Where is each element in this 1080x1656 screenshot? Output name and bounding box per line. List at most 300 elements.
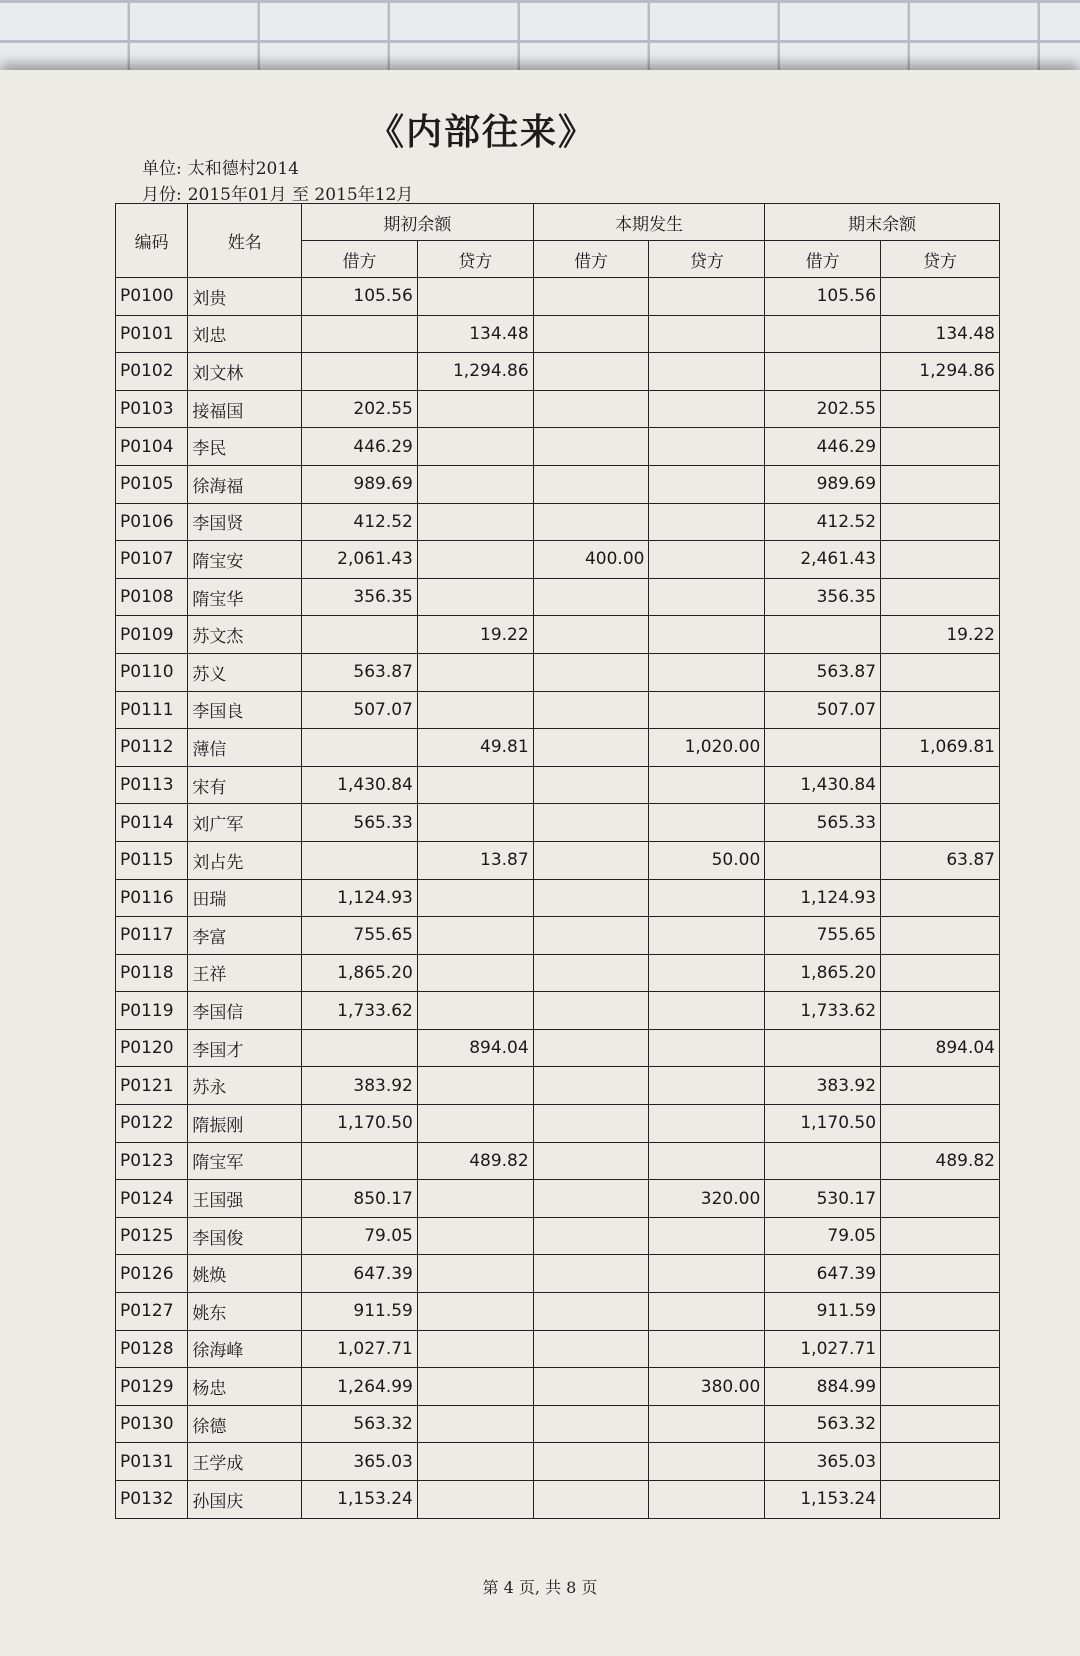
table-row (116, 1330, 1000, 1368)
cell-code: P0131 (116, 1443, 188, 1481)
col-opening-header: 期初余额 (302, 204, 534, 241)
cell-opening-credit (417, 465, 533, 503)
cell-code: P0126 (116, 1255, 188, 1293)
period-label: 月份: (142, 185, 182, 205)
cell-opening-debit (302, 315, 418, 353)
cell-current-credit (649, 804, 765, 842)
cell-current-debit (533, 616, 649, 654)
cell-current-debit (533, 879, 649, 917)
cell-code: P0110 (116, 653, 188, 691)
cell-opening-credit (417, 954, 533, 992)
table-row (116, 1443, 1000, 1481)
table-row (116, 541, 1000, 579)
cell-name: 隋宝军 (188, 1142, 302, 1180)
cell-opening-credit (417, 879, 533, 917)
cell-closing-debit: 647.39 (765, 1255, 881, 1293)
cell-current-credit (649, 428, 765, 466)
table-row (116, 954, 1000, 992)
cell-current-debit (533, 1180, 649, 1218)
cell-closing-debit: 2,461.43 (765, 541, 881, 579)
cell-code: P0102 (116, 353, 188, 391)
cell-opening-debit: 565.33 (302, 804, 418, 842)
cell-name: 刘贵 (188, 278, 302, 316)
cell-closing-debit: 365.03 (765, 1443, 881, 1481)
cell-closing-credit (881, 1368, 1000, 1406)
cell-opening-credit (417, 278, 533, 316)
cell-current-credit (649, 541, 765, 579)
cell-current-credit (649, 1293, 765, 1331)
cell-opening-debit: 1,170.50 (302, 1105, 418, 1143)
cell-current-debit (533, 766, 649, 804)
cell-code: P0104 (116, 428, 188, 466)
cell-current-debit (533, 954, 649, 992)
cell-closing-credit (881, 1293, 1000, 1331)
cell-closing-debit: 989.69 (765, 465, 881, 503)
cell-name: 徐海峰 (188, 1330, 302, 1368)
col-current-header: 本期发生 (533, 204, 765, 241)
table-row (116, 390, 1000, 428)
cell-current-credit (649, 1405, 765, 1443)
cell-current-debit (533, 1067, 649, 1105)
cell-closing-credit (881, 278, 1000, 316)
table-row (116, 1481, 1000, 1519)
cell-name: 苏义 (188, 653, 302, 691)
cell-opening-debit (302, 616, 418, 654)
table-row (116, 428, 1000, 466)
cell-name: 刘忠 (188, 315, 302, 353)
table-row (116, 1368, 1000, 1406)
unit-line (142, 154, 299, 179)
cell-closing-credit (881, 1405, 1000, 1443)
cell-closing-debit: 530.17 (765, 1180, 881, 1218)
table-row (116, 653, 1000, 691)
cell-opening-credit (417, 1217, 533, 1255)
cell-current-credit (649, 1029, 765, 1067)
cell-closing-credit (881, 804, 1000, 842)
cell-closing-debit (765, 729, 881, 767)
cell-code: P0127 (116, 1293, 188, 1331)
cell-opening-credit: 489.82 (417, 1142, 533, 1180)
table-row (116, 1142, 1000, 1180)
cell-opening-debit: 2,061.43 (302, 541, 418, 579)
table-row (116, 353, 1000, 391)
cell-current-credit (649, 1330, 765, 1368)
cell-opening-debit: 383.92 (302, 1067, 418, 1105)
cell-opening-debit: 79.05 (302, 1217, 418, 1255)
cell-name: 苏永 (188, 1067, 302, 1105)
table-row (116, 729, 1000, 767)
cell-current-debit (533, 578, 649, 616)
table-row (116, 1105, 1000, 1143)
cell-opening-debit: 755.65 (302, 917, 418, 955)
cell-opening-credit (417, 804, 533, 842)
cell-opening-credit: 19.22 (417, 616, 533, 654)
cell-closing-credit (881, 428, 1000, 466)
cell-current-credit (649, 1105, 765, 1143)
cell-closing-credit (881, 992, 1000, 1030)
cell-code: P0132 (116, 1481, 188, 1519)
cell-name: 孙国庆 (188, 1481, 302, 1519)
cell-current-credit (649, 917, 765, 955)
cell-current-debit (533, 1217, 649, 1255)
cell-name: 王学成 (188, 1443, 302, 1481)
cell-current-debit (533, 653, 649, 691)
cell-current-credit (649, 992, 765, 1030)
cell-opening-credit (417, 390, 533, 428)
cell-current-debit (533, 1293, 649, 1331)
cell-opening-credit (417, 1105, 533, 1143)
cell-current-credit (649, 390, 765, 428)
cell-current-debit: 400.00 (533, 541, 649, 579)
cell-closing-debit: 1,124.93 (765, 879, 881, 917)
table-row (116, 503, 1000, 541)
cell-closing-credit (881, 503, 1000, 541)
cell-closing-debit: 202.55 (765, 390, 881, 428)
cell-code: P0123 (116, 1142, 188, 1180)
cell-current-debit (533, 465, 649, 503)
cell-current-debit (533, 917, 649, 955)
cell-code: P0128 (116, 1330, 188, 1368)
cell-closing-debit: 105.56 (765, 278, 881, 316)
cell-code: P0100 (116, 278, 188, 316)
cell-opening-debit: 1,153.24 (302, 1481, 418, 1519)
cell-closing-credit: 894.04 (881, 1029, 1000, 1067)
cell-current-debit (533, 1029, 649, 1067)
cell-current-credit (649, 1142, 765, 1180)
cell-name: 隋振刚 (188, 1105, 302, 1143)
cell-closing-credit (881, 691, 1000, 729)
cell-opening-credit (417, 766, 533, 804)
cell-current-debit (533, 1368, 649, 1406)
cell-name: 李民 (188, 428, 302, 466)
cell-closing-credit: 1,069.81 (881, 729, 1000, 767)
cell-closing-credit: 489.82 (881, 1142, 1000, 1180)
table-row (116, 1255, 1000, 1293)
cell-opening-debit (302, 353, 418, 391)
table-row (116, 1180, 1000, 1218)
cell-code: P0122 (116, 1105, 188, 1143)
document-page (0, 70, 1080, 1656)
document-title: 《内部往来》 (368, 111, 597, 153)
cell-current-credit (649, 315, 765, 353)
cell-code: P0124 (116, 1180, 188, 1218)
cell-current-credit (649, 616, 765, 654)
cell-opening-credit (417, 917, 533, 955)
table-row (116, 578, 1000, 616)
cell-closing-debit: 356.35 (765, 578, 881, 616)
cell-opening-debit: 850.17 (302, 1180, 418, 1218)
cell-closing-debit: 1,170.50 (765, 1105, 881, 1143)
cell-code: P0115 (116, 841, 188, 879)
cell-closing-credit (881, 465, 1000, 503)
cell-closing-debit: 884.99 (765, 1368, 881, 1406)
cell-current-debit (533, 353, 649, 391)
table-row (116, 766, 1000, 804)
cell-name: 王祥 (188, 954, 302, 992)
cell-closing-credit (881, 1255, 1000, 1293)
col-code-header: 编码 (116, 204, 188, 278)
cell-name: 苏文杰 (188, 616, 302, 654)
cell-closing-debit: 507.07 (765, 691, 881, 729)
cell-current-debit (533, 1105, 649, 1143)
table-row (116, 616, 1000, 654)
cell-current-debit (533, 315, 649, 353)
cell-closing-debit: 412.52 (765, 503, 881, 541)
cell-closing-credit (881, 1330, 1000, 1368)
cell-current-credit (649, 954, 765, 992)
cell-current-credit (649, 278, 765, 316)
cell-name: 刘文林 (188, 353, 302, 391)
cell-current-credit (649, 1481, 765, 1519)
cell-opening-debit: 446.29 (302, 428, 418, 466)
cell-name: 隋宝华 (188, 578, 302, 616)
cell-closing-credit (881, 1180, 1000, 1218)
cell-current-credit: 380.00 (649, 1368, 765, 1406)
cell-code: P0101 (116, 315, 188, 353)
cell-opening-debit (302, 1029, 418, 1067)
cell-opening-credit: 134.48 (417, 315, 533, 353)
cell-opening-debit: 356.35 (302, 578, 418, 616)
cell-closing-debit: 79.05 (765, 1217, 881, 1255)
cell-opening-debit: 1,124.93 (302, 879, 418, 917)
cell-name: 王国强 (188, 1180, 302, 1218)
cell-code: P0117 (116, 917, 188, 955)
cell-closing-debit: 1,027.71 (765, 1330, 881, 1368)
cell-opening-debit: 647.39 (302, 1255, 418, 1293)
cell-code: P0109 (116, 616, 188, 654)
cell-closing-credit (881, 1067, 1000, 1105)
cell-current-debit (533, 1330, 649, 1368)
cell-name: 姚焕 (188, 1255, 302, 1293)
cell-code: P0111 (116, 691, 188, 729)
cell-closing-credit (881, 1481, 1000, 1519)
cell-name: 李国贤 (188, 503, 302, 541)
cell-opening-credit (417, 541, 533, 579)
cell-opening-debit (302, 1142, 418, 1180)
cell-name: 刘广军 (188, 804, 302, 842)
cell-opening-credit (417, 428, 533, 466)
table-row (116, 465, 1000, 503)
table-row (116, 278, 1000, 316)
cell-code: P0106 (116, 503, 188, 541)
cell-closing-debit: 563.87 (765, 653, 881, 691)
col-closing-debit-header: 借方 (765, 241, 881, 278)
cell-opening-credit: 13.87 (417, 841, 533, 879)
cell-name: 田瑞 (188, 879, 302, 917)
cell-closing-debit (765, 1142, 881, 1180)
cell-closing-debit: 563.32 (765, 1405, 881, 1443)
page-number: 第 4 页, 共 8 页 (482, 1578, 598, 1597)
cell-current-credit: 1,020.00 (649, 729, 765, 767)
cell-current-credit (649, 1255, 765, 1293)
period-value: 2015年01月 至 2015年12月 (187, 185, 414, 205)
col-closing-credit-header: 贷方 (881, 241, 1000, 278)
cell-current-credit (649, 766, 765, 804)
cell-opening-credit (417, 1293, 533, 1331)
cell-opening-credit (417, 1067, 533, 1105)
cell-name: 隋宝安 (188, 541, 302, 579)
cell-closing-credit (881, 879, 1000, 917)
cell-opening-debit: 1,264.99 (302, 1368, 418, 1406)
cell-current-debit (533, 691, 649, 729)
cell-current-debit (533, 1255, 649, 1293)
cell-name: 杨忠 (188, 1368, 302, 1406)
cell-current-debit (533, 278, 649, 316)
cell-name: 徐海福 (188, 465, 302, 503)
table-row (116, 917, 1000, 955)
cell-opening-debit (302, 841, 418, 879)
cell-current-credit (649, 653, 765, 691)
cell-closing-credit (881, 954, 1000, 992)
cell-code: P0120 (116, 1029, 188, 1067)
cell-current-credit: 320.00 (649, 1180, 765, 1218)
cell-current-credit (649, 1067, 765, 1105)
cell-opening-debit: 563.87 (302, 653, 418, 691)
cell-closing-debit: 755.65 (765, 917, 881, 955)
cell-current-credit (649, 503, 765, 541)
cell-opening-credit (417, 1368, 533, 1406)
cell-closing-credit (881, 1443, 1000, 1481)
cell-current-credit (649, 353, 765, 391)
cell-closing-credit: 19.22 (881, 616, 1000, 654)
cell-opening-credit: 49.81 (417, 729, 533, 767)
cell-name: 接福国 (188, 390, 302, 428)
cell-opening-credit (417, 1443, 533, 1481)
table-row (116, 1029, 1000, 1067)
cell-current-credit (649, 465, 765, 503)
cell-opening-debit: 1,430.84 (302, 766, 418, 804)
cell-opening-debit: 202.55 (302, 390, 418, 428)
cell-closing-debit (765, 315, 881, 353)
cell-name: 李国信 (188, 992, 302, 1030)
cell-name: 李富 (188, 917, 302, 955)
cell-opening-debit: 1,865.20 (302, 954, 418, 992)
cell-closing-debit: 565.33 (765, 804, 881, 842)
cell-code: P0119 (116, 992, 188, 1030)
cell-closing-credit (881, 1217, 1000, 1255)
cell-current-debit (533, 992, 649, 1030)
cell-opening-credit (417, 992, 533, 1030)
cell-opening-credit (417, 1180, 533, 1218)
cell-opening-debit: 1,027.71 (302, 1330, 418, 1368)
cell-opening-debit: 105.56 (302, 278, 418, 316)
cell-current-credit (649, 578, 765, 616)
cell-name: 刘占先 (188, 841, 302, 879)
cell-closing-debit (765, 353, 881, 391)
cell-current-debit (533, 428, 649, 466)
table-body (116, 278, 1000, 1519)
cell-opening-debit: 1,733.62 (302, 992, 418, 1030)
cell-code: P0121 (116, 1067, 188, 1105)
col-closing-header: 期末余额 (765, 204, 1000, 241)
table-header (116, 204, 1000, 278)
cell-opening-debit: 563.32 (302, 1405, 418, 1443)
cell-current-credit (649, 691, 765, 729)
cell-name: 徐德 (188, 1405, 302, 1443)
cell-closing-credit: 63.87 (881, 841, 1000, 879)
cell-opening-credit: 1,294.86 (417, 353, 533, 391)
cell-closing-debit: 1,865.20 (765, 954, 881, 992)
table-row (116, 1067, 1000, 1105)
cell-current-debit (533, 729, 649, 767)
cell-closing-debit: 383.92 (765, 1067, 881, 1105)
cell-current-debit (533, 804, 649, 842)
cell-name: 李国才 (188, 1029, 302, 1067)
col-current-debit-header: 借方 (533, 241, 649, 278)
cell-code: P0108 (116, 578, 188, 616)
cell-current-credit (649, 879, 765, 917)
unit-value: 太和德村2014 (187, 159, 299, 179)
table-row (116, 992, 1000, 1030)
cell-current-debit (533, 1481, 649, 1519)
cell-closing-debit: 911.59 (765, 1293, 881, 1331)
cell-code: P0112 (116, 729, 188, 767)
cell-code: P0118 (116, 954, 188, 992)
cell-opening-credit (417, 503, 533, 541)
col-name-header: 姓名 (188, 204, 302, 278)
cell-code: P0129 (116, 1368, 188, 1406)
cell-name: 薄信 (188, 729, 302, 767)
cell-closing-credit (881, 390, 1000, 428)
col-opening-credit-header: 贷方 (417, 241, 533, 278)
cell-code: P0113 (116, 766, 188, 804)
ledger-table (115, 203, 1000, 1519)
cell-opening-debit: 989.69 (302, 465, 418, 503)
cell-closing-debit: 1,733.62 (765, 992, 881, 1030)
cell-opening-credit: 894.04 (417, 1029, 533, 1067)
cell-opening-debit (302, 729, 418, 767)
cell-opening-credit (417, 691, 533, 729)
cell-opening-credit (417, 1330, 533, 1368)
cell-name: 宋有 (188, 766, 302, 804)
cell-current-debit (533, 503, 649, 541)
cell-closing-credit (881, 578, 1000, 616)
cell-name: 李国良 (188, 691, 302, 729)
cell-closing-debit: 1,153.24 (765, 1481, 881, 1519)
cell-code: P0105 (116, 465, 188, 503)
table-row (116, 1293, 1000, 1331)
table-row (116, 879, 1000, 917)
table-row (116, 841, 1000, 879)
table-row (116, 804, 1000, 842)
cell-closing-credit (881, 766, 1000, 804)
cell-closing-debit: 446.29 (765, 428, 881, 466)
col-opening-debit-header: 借方 (302, 241, 418, 278)
cell-code: P0107 (116, 541, 188, 579)
cell-code: P0130 (116, 1405, 188, 1443)
cell-current-debit (533, 390, 649, 428)
cell-closing-credit (881, 917, 1000, 955)
cell-opening-debit: 507.07 (302, 691, 418, 729)
cell-opening-credit (417, 653, 533, 691)
cell-current-credit: 50.00 (649, 841, 765, 879)
table-row (116, 691, 1000, 729)
table-row (116, 315, 1000, 353)
table-row (116, 1217, 1000, 1255)
cell-current-credit (649, 1443, 765, 1481)
cell-opening-credit (417, 1255, 533, 1293)
cell-closing-debit: 1,430.84 (765, 766, 881, 804)
cell-current-credit (649, 1217, 765, 1255)
cell-closing-debit (765, 841, 881, 879)
cell-closing-credit: 134.48 (881, 315, 1000, 353)
cell-current-debit (533, 1443, 649, 1481)
cell-closing-credit: 1,294.86 (881, 353, 1000, 391)
cell-opening-credit (417, 1405, 533, 1443)
cell-opening-credit (417, 1481, 533, 1519)
cell-code: P0114 (116, 804, 188, 842)
cell-opening-debit: 911.59 (302, 1293, 418, 1331)
